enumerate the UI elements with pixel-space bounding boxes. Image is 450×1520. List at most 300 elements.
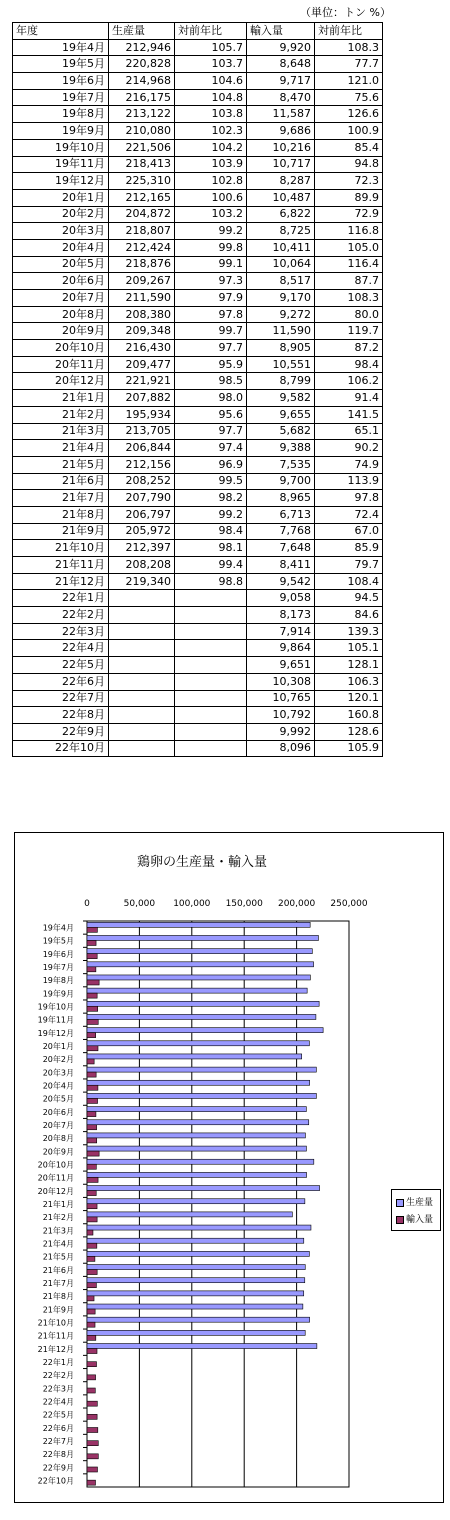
table-row [13,456,383,473]
bar-production [87,1199,305,1204]
table-row [13,189,383,206]
bar-import [87,1151,99,1156]
table-row [13,206,383,223]
cell-period: 20年5月 [13,256,109,273]
cell-period: 19年4月 [13,39,109,56]
y-tick-label: 22年4月 [42,1397,74,1407]
cell-production-yoy: 104.8 [175,89,247,106]
table-row [13,106,383,123]
cell-period: 22年9月 [13,723,109,740]
cell-import-yoy: 120.1 [315,690,383,707]
chart-legend [391,1189,441,1231]
header-import-yoy: 対前年比 [315,23,383,40]
cell-production-yoy: 102.3 [175,123,247,140]
bar-production [87,922,310,927]
cell-period: 22年7月 [13,690,109,707]
cell-production: 206,844 [109,440,175,457]
cell-period: 19年6月 [13,73,109,90]
cell-production-yoy: 98.2 [175,490,247,507]
cell-period: 21年4月 [13,440,109,457]
table-row [13,306,383,323]
legend-label-production: 生産量 [406,1198,434,1208]
y-tick-label: 21年7月 [42,1278,74,1288]
cell-production: 213,705 [109,423,175,440]
bar-import [87,1375,96,1380]
bar-import [87,967,96,972]
bar-import [87,1270,97,1275]
table-row [13,423,383,440]
cell-production [109,740,175,757]
cell-import-yoy: 119.7 [315,323,383,340]
y-tick-label: 21年11月 [37,1331,74,1341]
cell-production: 220,828 [109,56,175,73]
cell-import: 9,700 [247,473,315,490]
cell-production-yoy: 97.7 [175,423,247,440]
cell-import-yoy: 108.4 [315,573,383,590]
bar-import [87,1217,97,1222]
cell-period: 22年3月 [13,623,109,640]
y-tick-label: 21年9月 [42,1305,74,1315]
bar-import [87,1480,95,1485]
cell-import-yoy: 108.3 [315,290,383,307]
cell-production: 212,424 [109,239,175,256]
table-row [13,673,383,690]
cell-period: 20年8月 [13,306,109,323]
cell-import: 9,542 [247,573,315,590]
cell-period: 20年6月 [13,273,109,290]
unit-note: （単位：トン %） [300,6,391,19]
cell-production-yoy: 103.2 [175,206,247,223]
cell-production-yoy: 103.9 [175,156,247,173]
bar-import [87,1441,98,1446]
cell-import-yoy: 116.8 [315,223,383,240]
cell-period: 21年11月 [13,557,109,574]
cell-period: 22年6月 [13,673,109,690]
bar-production [87,1251,309,1256]
cell-import: 5,682 [247,423,315,440]
cell-period: 22年1月 [13,590,109,607]
cell-period: 22年4月 [13,640,109,657]
cell-production-yoy [175,590,247,607]
cell-production-yoy: 95.6 [175,406,247,423]
cell-period: 22年5月 [13,657,109,674]
y-tick-label: 19年10月 [37,1002,74,1012]
bar-import [87,1414,97,1419]
cell-period: 21年7月 [13,490,109,507]
cell-import: 9,058 [247,590,315,607]
cell-import-yoy: 77.7 [315,56,383,73]
bar-production [87,988,307,993]
bar-import [87,1309,95,1314]
table-row [13,89,383,106]
cell-production: 206,797 [109,506,175,523]
cell-production-yoy: 104.6 [175,73,247,90]
cell-import: 9,388 [247,440,315,457]
y-tick-label: 21年8月 [42,1292,74,1302]
bar-import [87,993,97,998]
bar-import [87,1098,98,1103]
cell-import: 9,717 [247,73,315,90]
cell-import: 8,965 [247,490,315,507]
cell-import: 8,648 [247,56,315,73]
bar-production [87,1344,317,1349]
y-tick-label: 22年8月 [42,1450,74,1460]
y-tick-label: 21年1月 [42,1200,74,1209]
cell-production: 208,380 [109,306,175,323]
legend-swatch-import [396,1216,404,1224]
cell-import: 8,799 [247,373,315,390]
cell-production: 207,882 [109,390,175,407]
chart-area [14,832,444,1503]
cell-import: 8,517 [247,273,315,290]
cell-import-yoy: 67.0 [315,523,383,540]
cell-production: 212,946 [109,39,175,56]
table-row [13,39,383,56]
bar-import [87,1112,96,1117]
cell-production-yoy: 99.1 [175,256,247,273]
cell-import-yoy: 106.2 [315,373,383,390]
bar-production [87,1304,303,1309]
cell-period: 20年7月 [13,290,109,307]
bar-import [87,1230,93,1235]
y-tick-label: 19年11月 [37,1015,74,1025]
cell-period: 21年5月 [13,456,109,473]
header-import: 輸入量 [247,23,315,40]
bar-production [87,1172,307,1177]
cell-period: 21年1月 [13,390,109,407]
y-tick-label: 19年12月 [37,1028,74,1038]
cell-import: 10,717 [247,156,315,173]
y-tick-label: 22年6月 [42,1423,74,1433]
bar-production [87,1291,304,1296]
bar-import [87,1454,98,1459]
cell-period: 19年8月 [13,106,109,123]
cell-import: 9,864 [247,640,315,657]
cell-import-yoy: 128.6 [315,723,383,740]
cell-production-yoy: 98.0 [175,390,247,407]
cell-production [109,657,175,674]
cell-import: 9,272 [247,306,315,323]
cell-period: 20年3月 [13,223,109,240]
cell-period: 21年6月 [13,473,109,490]
table-row [13,657,383,674]
y-tick-label: 22年2月 [42,1371,74,1381]
bar-import [87,1059,94,1064]
y-tick-label: 22年1月 [42,1357,74,1367]
cell-production-yoy: 104.2 [175,139,247,156]
cell-import-yoy: 72.3 [315,173,383,190]
cell-import-yoy: 85.9 [315,540,383,557]
cell-production-yoy: 97.3 [175,273,247,290]
bar-import [87,1204,97,1209]
cell-production [109,607,175,624]
bar-import [87,1388,95,1393]
bar-import [87,980,99,985]
cell-production-yoy: 99.7 [175,323,247,340]
bar-import [87,1072,96,1077]
bar-import [87,1335,96,1340]
bar-import [87,1085,98,1090]
table-row [13,573,383,590]
cell-production-yoy: 99.2 [175,506,247,523]
bar-import [87,1033,96,1038]
y-tick-label: 22年3月 [42,1384,74,1394]
bar-import [87,1349,97,1354]
y-tick-label: 20年4月 [42,1081,74,1091]
cell-production-yoy: 97.9 [175,290,247,307]
cell-import-yoy: 65.1 [315,423,383,440]
table-row [13,607,383,624]
cell-period: 21年9月 [13,523,109,540]
cell-import-yoy: 105.9 [315,740,383,757]
cell-period: 20年12月 [13,373,109,390]
table-row [13,540,383,557]
cell-production-yoy [175,640,247,657]
cell-production-yoy: 97.4 [175,440,247,457]
cell-production: 211,590 [109,290,175,307]
y-tick-label: 21年5月 [42,1252,74,1262]
cell-import-yoy: 75.6 [315,89,383,106]
table-row [13,173,383,190]
cell-import: 10,216 [247,139,315,156]
table-row [13,340,383,357]
table-row [13,557,383,574]
bar-production [87,1317,310,1322]
bar-import [87,1322,95,1327]
bar-import [87,1164,96,1169]
cell-period: 19年9月 [13,123,109,140]
cell-production-yoy [175,623,247,640]
bar-import [87,954,97,959]
cell-production [109,707,175,724]
cell-import: 7,914 [247,623,315,640]
cell-import: 10,308 [247,673,315,690]
bar-import [87,1046,98,1051]
cell-production [109,673,175,690]
cell-production [109,590,175,607]
cell-production: 209,348 [109,323,175,340]
bar-production [87,1225,311,1230]
cell-production: 207,790 [109,490,175,507]
table-row [13,523,383,540]
table-row [13,406,383,423]
y-tick-label: 19年8月 [42,976,74,986]
cell-production [109,623,175,640]
cell-period: 20年4月 [13,239,109,256]
y-tick-label: 22年7月 [42,1436,74,1446]
y-tick-label: 21年4月 [42,1239,74,1249]
x-tick-label: 50,000 [123,899,156,909]
table-row [13,139,383,156]
cell-import-yoy: 105.1 [315,640,383,657]
bar-production [87,1278,305,1283]
table-row [13,356,383,373]
table-row [13,56,383,73]
cell-import: 10,411 [247,239,315,256]
header-period: 年度 [13,23,109,40]
cell-import: 9,992 [247,723,315,740]
cell-period: 19年10月 [13,139,109,156]
bar-production [87,1107,306,1112]
cell-import: 7,768 [247,523,315,540]
table-row [13,256,383,273]
table-row [13,623,383,640]
table-row [13,490,383,507]
bar-import [87,1243,97,1248]
y-tick-label: 22年9月 [42,1463,74,1473]
bar-import [87,1362,96,1367]
cell-period: 20年2月 [13,206,109,223]
chart-title: 鶏卵の生産量・輸入量 [136,855,268,870]
cell-production [109,723,175,740]
cell-period: 22年10月 [13,740,109,757]
cell-production-yoy: 98.1 [175,540,247,557]
cell-production: 204,872 [109,206,175,223]
cell-import-yoy: 94.5 [315,590,383,607]
cell-import-yoy: 126.6 [315,106,383,123]
cell-import: 10,064 [247,256,315,273]
cell-production: 214,968 [109,73,175,90]
cell-import-yoy: 80.0 [315,306,383,323]
y-tick-label: 20年2月 [42,1055,74,1065]
y-tick-label: 19年9月 [42,989,74,999]
cell-import-yoy: 106.3 [315,673,383,690]
cell-production [109,640,175,657]
cell-production-yoy: 98.5 [175,373,247,390]
bar-import [87,1138,97,1143]
bar-import [87,1125,97,1130]
cell-production: 195,934 [109,406,175,423]
x-tick-label: 250,000 [330,899,368,909]
cell-production: 212,165 [109,189,175,206]
bar-import [87,1019,98,1024]
cell-production-yoy: 99.4 [175,557,247,574]
cell-import-yoy: 139.3 [315,623,383,640]
y-tick-label: 21年2月 [42,1213,74,1223]
y-tick-label: 20年1月 [42,1042,74,1052]
table-row [13,640,383,657]
cell-production-yoy: 96.9 [175,456,247,473]
cell-import-yoy: 108.3 [315,39,383,56]
bar-chart [15,833,443,1502]
bar-import [87,1283,96,1288]
cell-period: 20年11月 [13,356,109,373]
cell-import-yoy: 94.8 [315,156,383,173]
cell-production-yoy: 97.7 [175,340,247,357]
y-tick-label: 20年11月 [37,1173,74,1183]
x-tick-label: 150,000 [225,899,263,909]
y-tick-label: 21年10月 [37,1318,74,1328]
cell-period: 20年10月 [13,340,109,357]
bar-production [87,1212,292,1217]
table-row [13,440,383,457]
cell-production [109,690,175,707]
cell-production-yoy: 105.7 [175,39,247,56]
cell-production-yoy: 99.2 [175,223,247,240]
cell-production-yoy [175,690,247,707]
cell-import-yoy: 84.6 [315,607,383,624]
cell-production: 225,310 [109,173,175,190]
y-tick-label: 20年6月 [42,1107,74,1117]
bar-production [87,1028,323,1033]
bar-import [87,1191,96,1196]
cell-production: 209,267 [109,273,175,290]
cell-import-yoy: 72.9 [315,206,383,223]
cell-period: 21年10月 [13,540,109,557]
cell-import: 10,551 [247,356,315,373]
cell-production-yoy: 103.7 [175,56,247,73]
bar-production [87,1014,316,1019]
bar-production [87,1001,319,1006]
bar-production [87,935,318,940]
bar-import [87,1401,97,1406]
cell-import: 9,920 [247,39,315,56]
legend-entry-production [396,1195,433,1208]
legend-entry-import [396,1212,433,1225]
cell-production: 212,397 [109,540,175,557]
cell-import-yoy: 87.2 [315,340,383,357]
bar-production [87,1080,310,1085]
y-tick-label: 20年10月 [37,1160,74,1170]
cell-import: 8,725 [247,223,315,240]
table-row [13,707,383,724]
cell-production: 208,252 [109,473,175,490]
y-tick-label: 20年12月 [37,1186,74,1196]
cell-production: 221,506 [109,139,175,156]
cell-production-yoy [175,707,247,724]
cell-production-yoy [175,740,247,757]
bar-production [87,1330,305,1335]
cell-import: 9,686 [247,123,315,140]
cell-production-yoy [175,723,247,740]
bar-production [87,1054,302,1059]
table-row [13,290,383,307]
bar-import [87,940,96,945]
cell-import: 8,096 [247,740,315,757]
cell-production-yoy: 99.8 [175,239,247,256]
cell-import: 8,287 [247,173,315,190]
cell-import: 8,470 [247,89,315,106]
cell-period: 22年8月 [13,707,109,724]
cell-import: 8,173 [247,607,315,624]
cell-import-yoy: 98.4 [315,356,383,373]
cell-import-yoy: 90.2 [315,440,383,457]
bar-production [87,949,312,954]
y-tick-label: 20年3月 [42,1068,74,1078]
cell-period: 19年11月 [13,156,109,173]
bar-import [87,1006,98,1011]
cell-import: 6,822 [247,206,315,223]
x-tick-label: 0 [84,899,90,909]
bar-import [87,1177,98,1182]
cell-production-yoy: 102.8 [175,173,247,190]
bar-production [87,975,310,980]
cell-period: 20年1月 [13,189,109,206]
table-row [13,156,383,173]
table-row [13,373,383,390]
table-body [13,39,383,757]
cell-period: 21年12月 [13,573,109,590]
y-tick-label: 20年5月 [42,1094,74,1104]
y-tick-label: 20年8月 [42,1134,74,1144]
table-row [13,390,383,407]
bar-production [87,1265,305,1270]
bar-production [87,1093,316,1098]
cell-production: 213,122 [109,106,175,123]
cell-import: 10,792 [247,707,315,724]
x-tick-label: 200,000 [277,899,316,909]
table-row [13,273,383,290]
